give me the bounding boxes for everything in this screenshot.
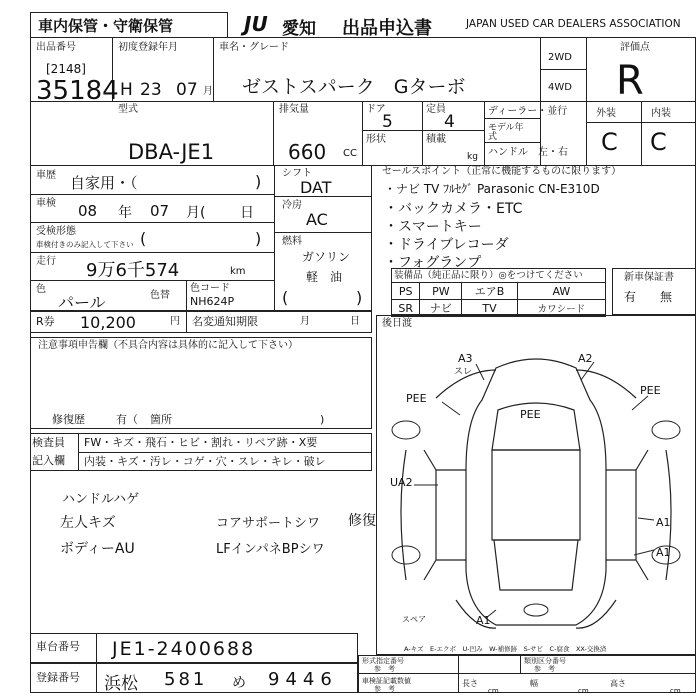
type-value: DBA-JE1 [128, 140, 215, 164]
drive-4wd: 4WD [548, 82, 572, 93]
caution-label: 注意事項申告欄（不具合内容は具体的に記入して下さい） [38, 340, 298, 351]
repair-value: 有（ [116, 413, 138, 426]
door-value: 5 [382, 112, 393, 132]
equip-seat: カワシード [517, 300, 605, 317]
color-code-label: 色コード [190, 283, 230, 294]
form-subtitle: JAPAN USED CAR DEALERS ASSOCIATION [466, 18, 681, 30]
equip-navi: ナビ [420, 300, 462, 317]
sales-line4: ・ドライブレコーダ [384, 237, 509, 253]
insp-month-unit: 月( [186, 205, 206, 221]
warranty-yes: 有 [624, 290, 637, 304]
note-body: ボディーAU [60, 541, 135, 557]
recycle-unit: 円 [170, 316, 180, 327]
color-swap-label: 色替 [150, 290, 170, 301]
dims-ref: 参 考 [374, 685, 395, 693]
tax-day: 日 [350, 316, 360, 327]
note-repair: 修復 [348, 513, 376, 529]
inspector-label: 検査員 [32, 436, 65, 449]
handle-label: ハンドル 左・右 [488, 147, 568, 158]
mileage-label: 走行 [36, 256, 56, 267]
fuel-gas: ガソリン [302, 250, 351, 264]
damage-leaders [414, 362, 654, 618]
equip-airbag: エアB [462, 283, 518, 300]
lot-label: 出品番号 [36, 42, 76, 53]
equip-aw: AW [517, 283, 605, 300]
after-label: 後日渡 [382, 318, 412, 329]
weight-unit: kg [467, 152, 478, 162]
plate-label: 登録番号 [36, 671, 80, 684]
mark-a1-bottom: A1 [476, 614, 491, 627]
int-label: 内装 [651, 108, 671, 119]
grade-value: R [616, 58, 644, 104]
note-handle: ハンドルハゲ [62, 492, 140, 507]
chassis-value: JE1-2400688 [112, 638, 256, 660]
fuel-diesel: 軽 油 [306, 270, 343, 284]
dims-wid: 幅 [530, 679, 538, 688]
ju-logo: JU [244, 12, 268, 36]
dims-sub2: 参 考 [534, 665, 555, 673]
plate-kana: め [232, 675, 246, 691]
receipt-note: 車検付きのみ記入して下さい [36, 240, 134, 249]
dims-sub1: 参 考 [374, 665, 395, 673]
insp-year-unit: 年 [118, 205, 132, 221]
mark-a1-right: A1 [656, 516, 671, 529]
door-label: ドア [366, 104, 386, 115]
tax-month: 月 [300, 316, 310, 327]
mark-pee-top: PEE [520, 408, 541, 421]
car-name: ゼストスパーク Gターボ [242, 76, 466, 98]
sales-label: セールスポイント（正常に機能するものに限ります） [382, 166, 622, 177]
warranty-no: 無 [660, 290, 673, 304]
dims-label2: 類別区分番号 [524, 657, 566, 665]
sales-line3: ・スマートキー [384, 219, 482, 235]
sales-line2: ・バックカメラ・ETC [384, 201, 523, 217]
recycle-label: R券 [36, 315, 55, 328]
mark-a3: A3 [458, 352, 473, 365]
color-code-value: NH624P [190, 295, 235, 308]
color-label: 色 [36, 284, 46, 295]
history-value: 自家用・（ [70, 174, 138, 192]
equip-label: 装備品（純正品に限り）◎をつけてください [394, 270, 583, 281]
grade-label: 評価点 [620, 42, 650, 53]
car-outline [401, 359, 671, 628]
lot-sub: [2148] [46, 62, 86, 76]
lot-number: 35184 [36, 76, 119, 106]
dims-wid-cm: cm [578, 687, 589, 695]
int-row: 内装・キズ・汚レ・コゲ・穴・スレ・キレ・破レ [84, 455, 326, 468]
record-label: 記入欄 [32, 454, 65, 467]
mileage-value: 9万6千574 [86, 260, 180, 281]
ext-label: 外装 [596, 108, 616, 119]
org-name: 愛知 [282, 19, 316, 39]
mark-a1-rear: A1 [656, 546, 671, 559]
model-year-label: モデル年式 [488, 123, 524, 142]
receipt-label: 受検形態 [36, 226, 76, 237]
shift-label: シフト [282, 168, 312, 179]
cool-value: AC [306, 210, 328, 229]
storage-stamp: 車内保管・守衛保管 [38, 17, 174, 35]
dims-label1: 形式指定番号 [362, 657, 404, 665]
type-label: 型式 [118, 104, 138, 115]
ext-value: C [601, 128, 618, 156]
fuel-label: 燃料 [282, 236, 302, 247]
inspection-label: 車検 [36, 198, 56, 209]
reg-month: 07 [176, 80, 198, 100]
weight-label: 積載 [426, 134, 446, 145]
dims-len: 長さ [462, 679, 478, 688]
equip-tv: TV [462, 300, 518, 317]
plate-area: 浜松 [104, 674, 138, 694]
plate-class: 581 [164, 669, 208, 690]
disp-unit: CC [343, 148, 357, 159]
tax-label: 名変通知期限 [192, 315, 258, 328]
form-title: 出品申込書 [342, 18, 432, 39]
name-label: 車名・グレード [219, 42, 289, 53]
note-instrument: LFインパネBPシワ [216, 542, 325, 557]
note-left-scratch: 左人キズ [60, 515, 116, 531]
cool-label: 冷房 [282, 200, 302, 211]
equip-pw: PW [420, 283, 462, 300]
fw-row: FW・キズ・飛石・ヒビ・割れ・リペア跡・X要 [84, 436, 318, 449]
reg-era: H [120, 80, 133, 100]
reg-unit: 月 [203, 86, 213, 97]
equip-sr: SR [392, 300, 420, 317]
plate-number: 9446 [268, 669, 338, 690]
inspection-unit: 日 [240, 205, 254, 221]
warranty-label: 新車保証書 [624, 272, 674, 283]
seat-value: 4 [444, 112, 455, 132]
mark-pee-right: PEE [640, 384, 661, 397]
sales-line1: ・ナビ TV ﾌﾙｾｸﾞ Parasonic CN-E310D [384, 182, 600, 196]
dims-len-cm: cm [488, 687, 499, 695]
recycle-value: 10,200 [80, 313, 136, 332]
shape-label: 形状 [366, 134, 386, 145]
color-value: パール [58, 293, 106, 312]
mark-pee-left: PEE [406, 392, 427, 405]
note-core-support: コアサポートシワ [216, 516, 321, 531]
repair-part: 箇所 [150, 413, 172, 426]
chassis-label: 車台番号 [36, 640, 80, 653]
mark-sure: スレ [454, 367, 473, 377]
drive-2wd: 2WD [548, 52, 572, 63]
equip-table [391, 282, 606, 317]
dims-hgt: 高さ [610, 679, 626, 688]
damage-legend: A-キズ E-エクボ U-凹み W-補修跡 S-サビ C-腐食 XX-交換済 [404, 645, 607, 653]
shift-value: DAT [300, 178, 332, 197]
dims-row: 車検証記載数値 [362, 677, 411, 685]
insp-month: 07 [150, 202, 170, 220]
reg-year: 23 [140, 80, 162, 100]
sales-line5: ・フォグランプ [384, 255, 482, 271]
disp-value: 660 [288, 140, 327, 164]
insp-year: 08 [78, 202, 98, 220]
dims-hgt-cm: cm [670, 687, 681, 695]
dealer-label: ディーラー・並行 [488, 106, 568, 117]
mileage-unit: km [230, 266, 246, 277]
int-value: C [650, 128, 667, 156]
repair-label: 修復歴 [52, 413, 85, 426]
reg-label: 初度登録年月 [118, 42, 178, 53]
equip-ps: PS [392, 283, 420, 300]
history-label: 車歴 [36, 170, 56, 181]
mark-a2: A2 [578, 352, 593, 365]
seat-label: 定員 [426, 104, 446, 115]
disp-label: 排気量 [279, 104, 309, 115]
spare-label: スペア [402, 615, 426, 624]
mark-ua2: UA2 [390, 476, 413, 489]
